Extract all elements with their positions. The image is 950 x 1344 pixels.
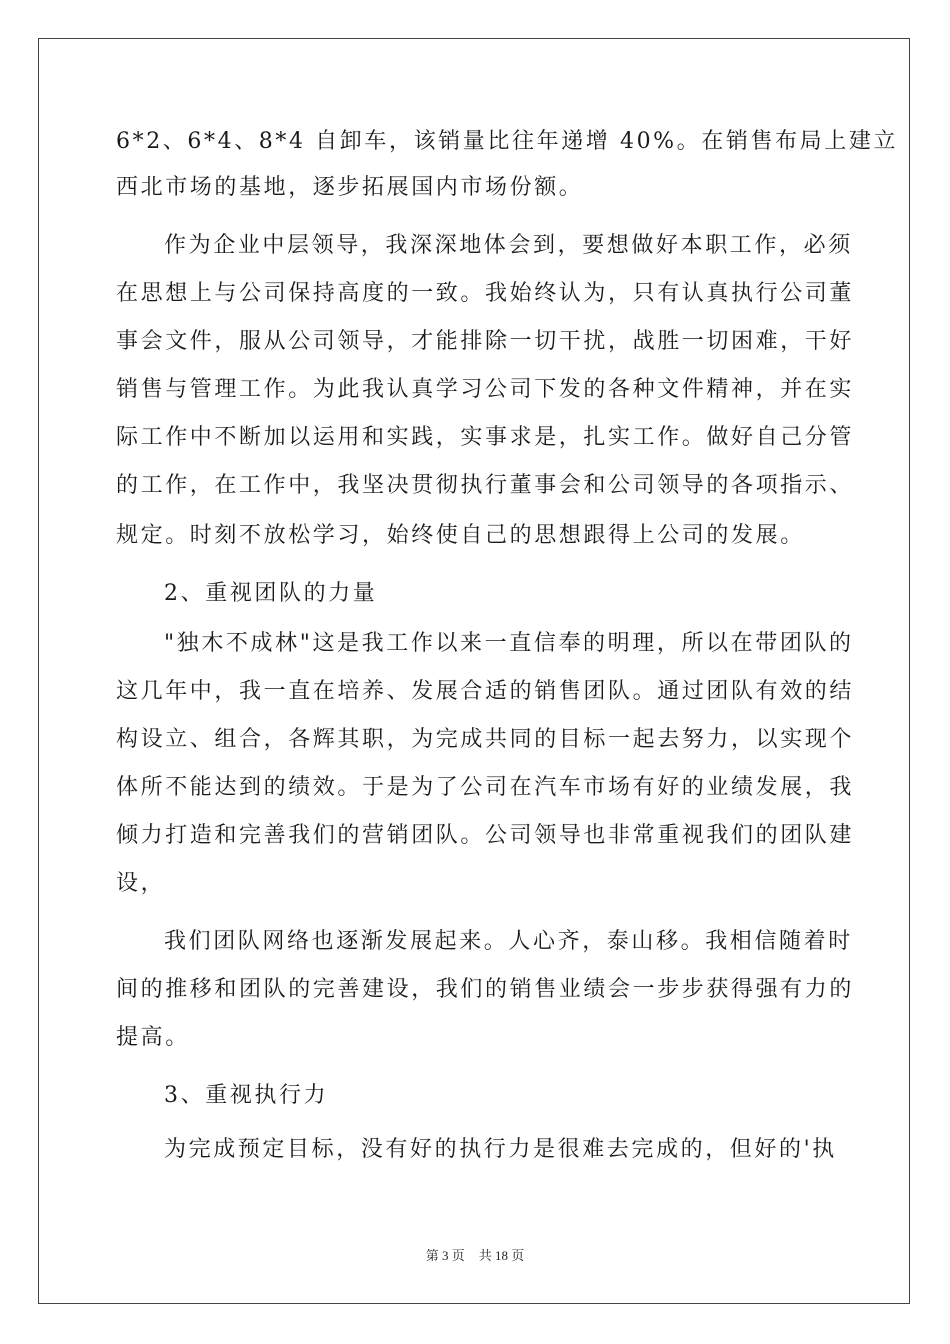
text-line: 提高。 — [116, 1025, 190, 1050]
section-heading: 3、重视执行力 — [164, 1083, 329, 1108]
section-heading: 2、重视团队的力量 — [164, 581, 378, 606]
text-line: 这几年中，我一直在培养、发展合适的销售团队。通过团队有效的结 — [116, 679, 855, 704]
text-line: 际工作中不断加以运用和实践，实事求是，扎实工作。做好自己分管 — [116, 425, 855, 450]
text-line: 设， — [116, 871, 166, 896]
page-total: 共 18 页 — [478, 1248, 525, 1263]
text-line: 作为企业中层领导，我深深地体会到，要想做好本职工作，必须 — [164, 233, 853, 258]
text-line: 构设立、组合，各辉其职，为完成共同的目标一起去努力，以实现个 — [116, 727, 855, 752]
text-line: 销售与管理工作。为此我认真学习公司下发的各种文件精神，并在实 — [116, 377, 855, 402]
text-line: 为完成预定目标，没有好的执行力是很难去完成的，但好的'执 — [164, 1137, 837, 1162]
page-footer — [0, 1246, 950, 1266]
page-number: 第 3 页 — [425, 1248, 465, 1263]
text-line: 在思想上与公司保持高度的一致。我始终认为，只有认真执行公司董 — [116, 281, 855, 306]
text-line: 我们团队网络也逐渐发展起来。人心齐，泰山移。我相信随着时 — [164, 929, 853, 954]
text-line: 间的推移和团队的完善建设，我们的销售业绩会一步步获得强有力的 — [116, 977, 855, 1002]
text-line: 西北市场的基地，逐步拓展国内市场份额。 — [116, 175, 584, 200]
text-line: 的工作，在工作中，我坚决贯彻执行董事会和公司领导的各项指示、 — [116, 473, 855, 498]
text-line: 6*2、6*4、8*4 自卸车，该销量比往年递增 40%。在销售布局上建立 — [116, 129, 899, 154]
text-line: "独木不成林"这是我工作以来一直信奉的明理，所以在带团队的 — [164, 631, 854, 656]
text-line: 体所不能达到的绩效。于是为了公司在汽车市场有好的业绩发展，我 — [116, 775, 855, 800]
text-line: 事会文件，服从公司领导，才能排除一切干扰，战胜一切困难，干好 — [116, 329, 855, 354]
text-line: 倾力打造和完善我们的营销团队。公司领导也非常重视我们的团队建 — [116, 823, 855, 848]
text-line: 规定。时刻不放松学习，始终使自己的思想跟得上公司的发展。 — [116, 523, 805, 548]
